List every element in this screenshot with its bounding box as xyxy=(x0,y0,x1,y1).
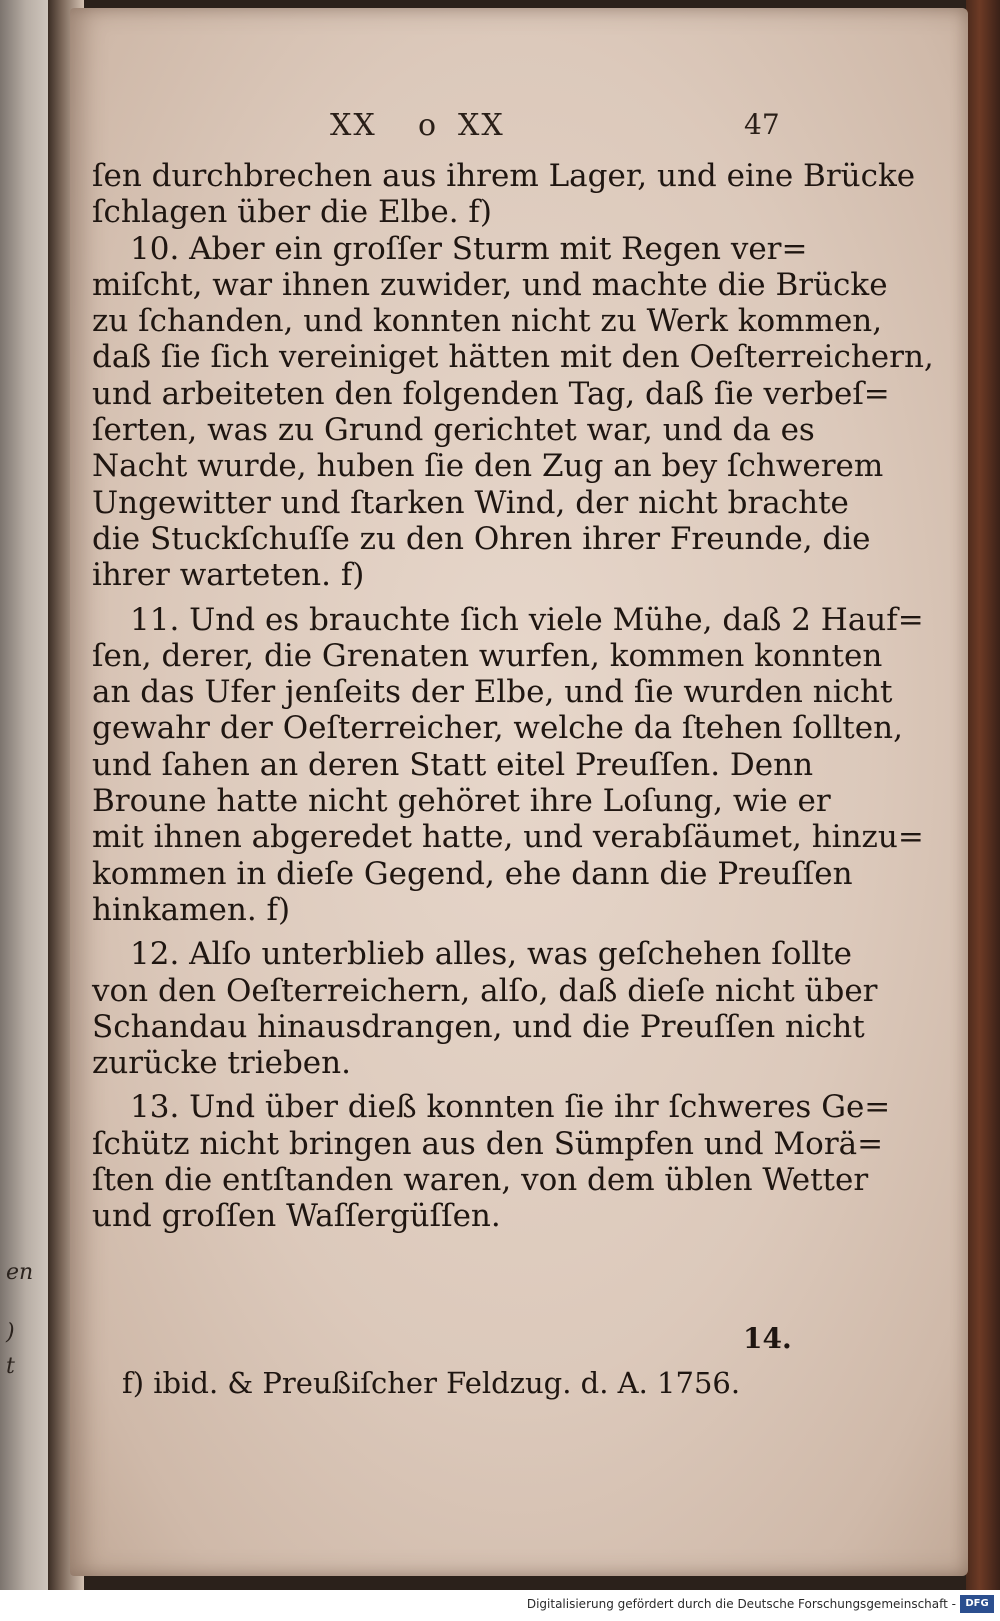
text-line: 11. Und es brauchte ſich viele Mühe, daß 2 Hauf= xyxy=(130,601,924,638)
footnote: f) ibid. & Preußiſcher Feldzug. d. A. 1756. xyxy=(122,1366,741,1400)
text-line: und ſahen an deren Statt eitel Preuſſen. Denn xyxy=(92,746,814,783)
text-line: miſcht, war ihnen zuwider, und machte die Brücke xyxy=(92,266,888,303)
text-line: an das Ufer jenſeits der Elbe, und ſie wurden nicht xyxy=(92,674,893,711)
text-line: ſchütz nicht bringen aus den Sümpfen und Morä= xyxy=(92,1125,884,1162)
paragraph-gap xyxy=(92,594,792,602)
text-line: ſchlagen über die Elbe. f) xyxy=(92,194,493,231)
text-line: daß ſie ſich vereiniget hätten mit den Oeſterreichern, xyxy=(92,339,934,376)
text-line: und arbeiteten den folgenden Tag, daß ſie verbeſ= xyxy=(92,375,890,412)
page-number: 47 xyxy=(744,108,780,141)
text-line: hinkamen. f) xyxy=(92,891,291,928)
text-line: ſerten, was zu Grund gerichtet war, und da es xyxy=(92,412,815,449)
left-page-edge xyxy=(0,0,48,1590)
text-line: 12. Alſo unterblieb alles, was geſchehen ſollte xyxy=(130,936,853,973)
left-margin-fragment: ) xyxy=(6,1320,15,1345)
text-line: Schandau hinausdrangen, und die Preuſſen nicht xyxy=(92,1008,865,1045)
text-line: zurücke trieben. xyxy=(92,1045,351,1082)
text-line: zu ſchanden, und konnten nicht zu Werk kommen, xyxy=(92,303,883,340)
text-line: ihrer warteten. f) xyxy=(92,557,365,594)
paragraph-gap xyxy=(92,1081,792,1089)
text-line: gewahr der Oeſterreicher, welche da ſtehen ſollten, xyxy=(92,710,903,747)
text-line: ſen durchbrechen aus ihrem Lager, und eine Brücke xyxy=(92,158,916,194)
header-ornament-left: XX xyxy=(330,108,377,143)
dfg-logo: DFG xyxy=(960,1595,994,1613)
text-line: 13. Und über dieß konnten ſie ihr ſchweres Ge= xyxy=(130,1089,891,1126)
text-line: mit ihnen abgeredet hatte, und verabſäumet, hinzu= xyxy=(92,819,924,856)
text-line: Ungewitter und ſtarken Wind, der nicht brachte xyxy=(92,484,849,521)
text-line: ſen, derer, die Grenaten wurfen, kommen konnten xyxy=(92,637,883,674)
text-line: ſten die entſtanden waren, von dem üblen Wetter xyxy=(92,1162,869,1199)
digitization-credit: Digitalisierung gefördert durch die Deutsche Forschungsgemeinschaft - xyxy=(526,1597,956,1611)
left-margin-fragment: en xyxy=(6,1260,34,1285)
text-line: und groſſen Waſſergüſſen. xyxy=(92,1198,501,1235)
header-ornament-right: XX xyxy=(458,108,505,143)
paragraph-gap xyxy=(92,928,792,936)
text-line: von den Oeſterreichern, alſo, daß dieſe nicht über xyxy=(92,972,878,1009)
text-line: 10. Aber ein groſſer Sturm mit Regen ver= xyxy=(130,230,808,267)
text-line: Nacht wurde, huben ſie den Zug an bey ſchwerem xyxy=(92,448,884,485)
text-line: kommen in dieſe Gegend, ehe dann die Preuſſen xyxy=(92,855,853,892)
body-text xyxy=(92,158,934,1235)
header-ornament-mid: o xyxy=(418,108,439,143)
text-line: die Stuckſchuſſe zu den Ohren ihrer Freunde, die xyxy=(92,520,871,557)
book-binding-edge xyxy=(966,0,1000,1590)
text-line: Broune hatte nicht gehöret ihre Loſung, wie er xyxy=(92,783,831,820)
page-header xyxy=(330,108,540,148)
left-margin-fragment: t xyxy=(6,1354,15,1379)
catchword: 14. xyxy=(743,1322,792,1355)
